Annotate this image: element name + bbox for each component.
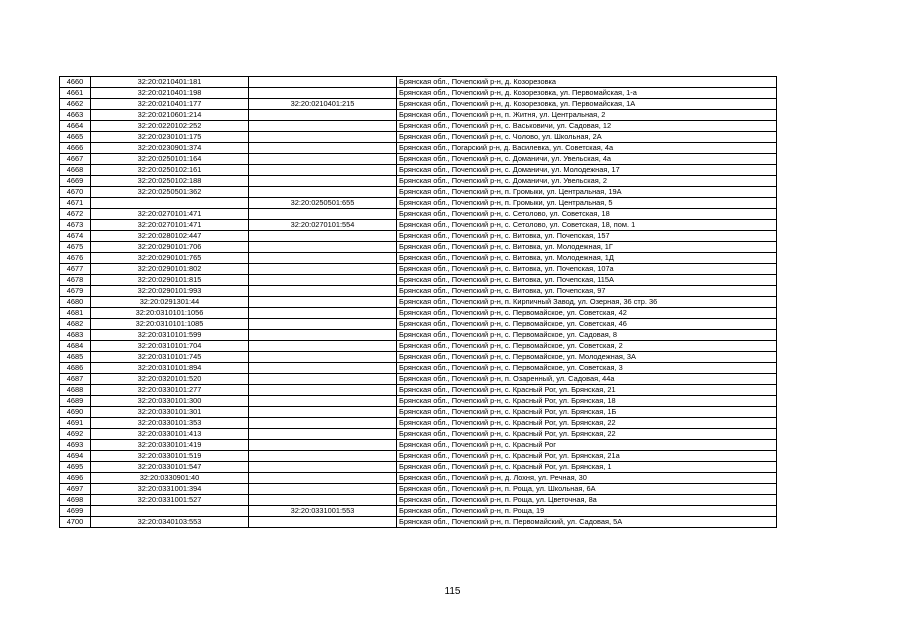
address-cell: Брянская обл., Почепский р-н, с. Доманичи, ул. Увельская, 2 — [397, 176, 777, 187]
table-row — [60, 253, 777, 264]
address-cell: Брянская обл., Почепский р-н, д. Козорезовка — [397, 77, 777, 88]
cadastral-number-secondary-cell — [249, 165, 397, 176]
address-cell: Брянская обл., Почепский р-н, п. Роща, 19 — [397, 506, 777, 517]
address-cell: Брянская обл., Почепский р-н, п. Громыки, ул. Центральная, 19А — [397, 187, 777, 198]
cadastral-number-cell: 32:20:0230101:175 — [91, 132, 249, 143]
cadastral-number-cell: 32:20:0330101:547 — [91, 462, 249, 473]
table-row — [60, 484, 777, 495]
cadastral-number-secondary-cell — [249, 484, 397, 495]
row-number-cell: 4695 — [60, 462, 91, 473]
cadastral-number-secondary-cell — [249, 242, 397, 253]
address-cell: Брянская обл., Почепский р-н, с. Чолово, ул. Школьная, 2А — [397, 132, 777, 143]
cadastral-number-cell: 32:20:0330101:300 — [91, 396, 249, 407]
address-cell: Брянская обл., Почепский р-н, п. Озаренный, ул. Садовая, 44а — [397, 374, 777, 385]
cadastral-number-cell: 32:20:0330101:413 — [91, 429, 249, 440]
cadastral-number-secondary-cell — [249, 264, 397, 275]
table-row — [60, 473, 777, 484]
row-number-cell: 4668 — [60, 165, 91, 176]
address-cell: Брянская обл., Почепский р-н, с. Первомайское, ул. Молодежная, 3А — [397, 352, 777, 363]
table-row — [60, 99, 777, 110]
cadastral-number-secondary-cell — [249, 253, 397, 264]
table-row — [60, 275, 777, 286]
row-number-cell: 4688 — [60, 385, 91, 396]
row-number-cell: 4684 — [60, 341, 91, 352]
table-row — [60, 363, 777, 374]
address-cell: Брянская обл., Почепский р-н, с. Доманичи, ул. Молодежная, 17 — [397, 165, 777, 176]
address-cell: Брянская обл., Почепский р-н, с. Витовка, ул. Молодежная, 1Г — [397, 242, 777, 253]
address-cell: Брянская обл., Почепский р-н, с. Витовка, ул. Почепская, 157 — [397, 231, 777, 242]
table-row — [60, 209, 777, 220]
address-cell: Брянская обл., Почепский р-н, с. Красный Рог, ул. Брянская, 21а — [397, 451, 777, 462]
row-number-cell: 4675 — [60, 242, 91, 253]
table-row — [60, 297, 777, 308]
row-number-cell: 4662 — [60, 99, 91, 110]
address-cell: Брянская обл., Почепский р-н, с. Красный Рог, ул. Брянская, 18 — [397, 396, 777, 407]
cadastral-number-secondary-cell — [249, 473, 397, 484]
row-number-cell: 4663 — [60, 110, 91, 121]
cadastral-number-cell: 32:20:0290101:993 — [91, 286, 249, 297]
cadastral-number-cell: 32:20:0210401:181 — [91, 77, 249, 88]
cadastral-number-secondary-cell: 32:20:0250501:655 — [249, 198, 397, 209]
cadastral-number-secondary-cell — [249, 308, 397, 319]
table-row — [60, 352, 777, 363]
cadastral-number-secondary-cell — [249, 440, 397, 451]
cadastral-number-secondary-cell — [249, 176, 397, 187]
table-row — [60, 286, 777, 297]
row-number-cell: 4692 — [60, 429, 91, 440]
cadastral-number-cell: 32:20:0340103:553 — [91, 517, 249, 528]
cadastral-number-secondary-cell — [249, 319, 397, 330]
table-row — [60, 88, 777, 99]
cadastral-number-cell: 32:20:0210401:177 — [91, 99, 249, 110]
cadastral-number-secondary-cell — [249, 132, 397, 143]
table-row — [60, 110, 777, 121]
table-row — [60, 341, 777, 352]
cadastral-number-secondary-cell — [249, 187, 397, 198]
cadastral-number-secondary-cell — [249, 495, 397, 506]
cadastral-number-secondary-cell — [249, 88, 397, 99]
row-number-cell: 4671 — [60, 198, 91, 209]
table-row — [60, 231, 777, 242]
cadastral-number-cell: 32:20:0330101:519 — [91, 451, 249, 462]
table-row — [60, 418, 777, 429]
page-number: 115 — [444, 586, 461, 597]
row-number-cell: 4674 — [60, 231, 91, 242]
cadastral-number-secondary-cell — [249, 209, 397, 220]
cadastral-number-secondary-cell — [249, 231, 397, 242]
table-row — [60, 187, 777, 198]
cadastral-number-cell: 32:20:0280102:447 — [91, 231, 249, 242]
cadastral-number-secondary-cell: 32:20:0210401:215 — [249, 99, 397, 110]
row-number-cell: 4700 — [60, 517, 91, 528]
address-cell: Брянская обл., Почепский р-н, с. Первомайское, ул. Советская, 42 — [397, 308, 777, 319]
row-number-cell: 4672 — [60, 209, 91, 220]
row-number-cell: 4666 — [60, 143, 91, 154]
table-row — [60, 517, 777, 528]
address-cell: Брянская обл., Почепский р-н, с. Первомайское, ул. Советская, 3 — [397, 363, 777, 374]
table-row — [60, 451, 777, 462]
cadastral-number-cell: 32:20:0250102:161 — [91, 165, 249, 176]
table-row — [60, 396, 777, 407]
cadastral-number-secondary-cell — [249, 363, 397, 374]
address-cell: Брянская обл., Почепский р-н, с. Первомайское, ул. Советская, 2 — [397, 341, 777, 352]
address-cell: Брянская обл., Почепский р-н, с. Васьковичи, ул. Садовая, 12 — [397, 121, 777, 132]
address-cell: Брянская обл., Почепский р-н, с. Сетолово, ул. Советская, 18, пом. 1 — [397, 220, 777, 231]
table-row — [60, 242, 777, 253]
cadastral-number-secondary-cell — [249, 407, 397, 418]
row-number-cell: 4678 — [60, 275, 91, 286]
table-row — [60, 154, 777, 165]
cadastral-number-cell: 32:20:0210401:198 — [91, 88, 249, 99]
row-number-cell: 4664 — [60, 121, 91, 132]
registry-table-body — [60, 77, 777, 528]
address-cell: Брянская обл., Погарский р-н, д. Василевка, ул. Советская, 4а — [397, 143, 777, 154]
row-number-cell: 4669 — [60, 176, 91, 187]
cadastral-number-secondary-cell — [249, 374, 397, 385]
row-number-cell: 4682 — [60, 319, 91, 330]
row-number-cell: 4697 — [60, 484, 91, 495]
cadastral-number-cell: 32:20:0250501:362 — [91, 187, 249, 198]
row-number-cell: 4661 — [60, 88, 91, 99]
cadastral-number-secondary-cell — [249, 396, 397, 407]
cadastral-number-cell: 32:20:0291301:44 — [91, 297, 249, 308]
cadastral-number-cell: 32:20:0330101:277 — [91, 385, 249, 396]
cadastral-number-cell: 32:20:0290101:765 — [91, 253, 249, 264]
address-cell: Брянская обл., Почепский р-н, с. Витовка, ул. Почепская, 97 — [397, 286, 777, 297]
cadastral-number-cell: 32:20:0310101:1085 — [91, 319, 249, 330]
table-row — [60, 385, 777, 396]
table-row — [60, 132, 777, 143]
address-cell: Брянская обл., Почепский р-н, с. Красный Рог, ул. Брянская, 1 — [397, 462, 777, 473]
cadastral-number-secondary-cell — [249, 341, 397, 352]
row-number-cell: 4693 — [60, 440, 91, 451]
row-number-cell: 4676 — [60, 253, 91, 264]
address-cell: Брянская обл., Почепский р-н, с. Красный Рог, ул. Брянская, 1Б — [397, 407, 777, 418]
cadastral-number-secondary-cell — [249, 517, 397, 528]
row-number-cell: 4698 — [60, 495, 91, 506]
row-number-cell: 4683 — [60, 330, 91, 341]
table-row — [60, 319, 777, 330]
row-number-cell: 4685 — [60, 352, 91, 363]
address-cell: Брянская обл., Почепский р-н, п. Роща, ул. Цветочная, 8а — [397, 495, 777, 506]
table-row — [60, 198, 777, 209]
address-cell: Брянская обл., Почепский р-н, с. Витовка, ул. Молодежная, 1Д — [397, 253, 777, 264]
cadastral-number-cell: 32:20:0270101:471 — [91, 209, 249, 220]
address-cell: Брянская обл., Почепский р-н, п. Первомайский, ул. Садовая, 5А — [397, 517, 777, 528]
row-number-cell: 4680 — [60, 297, 91, 308]
table-row — [60, 220, 777, 231]
cadastral-number-cell: 32:20:0331001:527 — [91, 495, 249, 506]
cadastral-number-cell: 32:20:0330101:419 — [91, 440, 249, 451]
cadastral-number-secondary-cell — [249, 429, 397, 440]
cadastral-number-cell: 32:20:0220102:252 — [91, 121, 249, 132]
cadastral-number-cell: 32:20:0320101:520 — [91, 374, 249, 385]
cadastral-number-cell: 32:20:0210601:214 — [91, 110, 249, 121]
cadastral-number-secondary-cell — [249, 451, 397, 462]
address-cell: Брянская обл., Почепский р-н, с. Доманичи, ул. Увельская, 4а — [397, 154, 777, 165]
address-cell: Брянская обл., Почепский р-н, с. Красный Рог, ул. Брянская, 22 — [397, 418, 777, 429]
row-number-cell: 4694 — [60, 451, 91, 462]
cadastral-number-cell: 32:20:0290101:706 — [91, 242, 249, 253]
cadastral-number-secondary-cell — [249, 154, 397, 165]
cadastral-number-cell: 32:20:0330901:40 — [91, 473, 249, 484]
row-number-cell: 4681 — [60, 308, 91, 319]
address-cell: Брянская обл., Почепский р-н, д. Козорезовка, ул. Первомайская, 1А — [397, 99, 777, 110]
address-cell: Брянская обл., Почепский р-н, с. Первомайское, ул. Садовая, 8 — [397, 330, 777, 341]
row-number-cell: 4696 — [60, 473, 91, 484]
cadastral-number-secondary-cell: 32:20:0331001:553 — [249, 506, 397, 517]
row-number-cell: 4679 — [60, 286, 91, 297]
cadastral-number-secondary-cell — [249, 297, 397, 308]
address-cell: Брянская обл., Почепский р-н, п. Роща, ул. Школьная, 6А — [397, 484, 777, 495]
row-number-cell: 4691 — [60, 418, 91, 429]
row-number-cell: 4686 — [60, 363, 91, 374]
address-cell: Брянская обл., Почепский р-н, п. Кирпичный Завод, ул. Озерная, 36 стр. 36 — [397, 297, 777, 308]
row-number-cell: 4689 — [60, 396, 91, 407]
cadastral-number-secondary-cell — [249, 121, 397, 132]
row-number-cell: 4687 — [60, 374, 91, 385]
table-row — [60, 121, 777, 132]
cadastral-number-cell — [91, 506, 249, 517]
cadastral-number-secondary-cell — [249, 143, 397, 154]
cadastral-number-secondary-cell — [249, 286, 397, 297]
cadastral-number-secondary-cell — [249, 77, 397, 88]
cadastral-number-cell: 32:20:0290101:815 — [91, 275, 249, 286]
cadastral-number-cell: 32:20:0310101:599 — [91, 330, 249, 341]
table-row — [60, 440, 777, 451]
cadastral-number-cell: 32:20:0330101:353 — [91, 418, 249, 429]
registry-table — [59, 76, 777, 528]
table-row — [60, 330, 777, 341]
table-row — [60, 407, 777, 418]
row-number-cell: 4667 — [60, 154, 91, 165]
table-row — [60, 462, 777, 473]
table-row — [60, 264, 777, 275]
cadastral-number-secondary-cell — [249, 330, 397, 341]
cadastral-number-cell: 32:20:0331001:394 — [91, 484, 249, 495]
address-cell: Брянская обл., Почепский р-н, с. Красный Рог — [397, 440, 777, 451]
address-cell: Брянская обл., Почепский р-н, с. Витовка, ул. Почепская, 107а — [397, 264, 777, 275]
address-cell: Брянская обл., Почепский р-н, с. Витовка, ул. Почепская, 115А — [397, 275, 777, 286]
cadastral-number-cell: 32:20:0250102:188 — [91, 176, 249, 187]
row-number-cell: 4699 — [60, 506, 91, 517]
cadastral-number-cell: 32:20:0290101:802 — [91, 264, 249, 275]
table-row — [60, 506, 777, 517]
cadastral-number-secondary-cell: 32:20:0270101:554 — [249, 220, 397, 231]
table-row — [60, 176, 777, 187]
cadastral-number-cell: 32:20:0330101:301 — [91, 407, 249, 418]
row-number-cell: 4670 — [60, 187, 91, 198]
table-row — [60, 143, 777, 154]
table-row — [60, 374, 777, 385]
table-row — [60, 495, 777, 506]
table-row — [60, 429, 777, 440]
cadastral-number-secondary-cell — [249, 418, 397, 429]
row-number-cell: 4660 — [60, 77, 91, 88]
cadastral-number-secondary-cell — [249, 385, 397, 396]
table-row — [60, 308, 777, 319]
cadastral-number-secondary-cell — [249, 462, 397, 473]
row-number-cell: 4690 — [60, 407, 91, 418]
cadastral-number-cell: 32:20:0310101:1056 — [91, 308, 249, 319]
address-cell: Брянская обл., Почепский р-н, п. Громыки, ул. Центральная, 5 — [397, 198, 777, 209]
address-cell: Брянская обл., Почепский р-н, с. Сетолово, ул. Советская, 18 — [397, 209, 777, 220]
table-row — [60, 165, 777, 176]
row-number-cell: 4665 — [60, 132, 91, 143]
cadastral-number-secondary-cell — [249, 275, 397, 286]
cadastral-number-cell: 32:20:0310101:745 — [91, 352, 249, 363]
address-cell: Брянская обл., Почепский р-н, п. Житня, ул. Центральная, 2 — [397, 110, 777, 121]
cadastral-number-cell: 32:20:0310101:894 — [91, 363, 249, 374]
table-row — [60, 77, 777, 88]
address-cell: Брянская обл., Почепский р-н, д. Лохня, ул. Речная, 30 — [397, 473, 777, 484]
cadastral-number-cell — [91, 198, 249, 209]
row-number-cell: 4673 — [60, 220, 91, 231]
address-cell: Брянская обл., Почепский р-н, с. Первомайское, ул. Советская, 46 — [397, 319, 777, 330]
cadastral-number-cell: 32:20:0250101:164 — [91, 154, 249, 165]
address-cell: Брянская обл., Почепский р-н, с. Красный Рог, ул. Брянская, 21 — [397, 385, 777, 396]
cadastral-number-secondary-cell — [249, 110, 397, 121]
cadastral-number-secondary-cell — [249, 352, 397, 363]
cadastral-number-cell: 32:20:0230901:374 — [91, 143, 249, 154]
address-cell: Брянская обл., Почепский р-н, с. Красный Рог, ул. Брянская, 22 — [397, 429, 777, 440]
cadastral-number-cell: 32:20:0310101:704 — [91, 341, 249, 352]
address-cell: Брянская обл., Почепский р-н, д. Козорезовка, ул. Первомайская, 1-а — [397, 88, 777, 99]
cadastral-number-cell: 32:20:0270101:471 — [91, 220, 249, 231]
row-number-cell: 4677 — [60, 264, 91, 275]
